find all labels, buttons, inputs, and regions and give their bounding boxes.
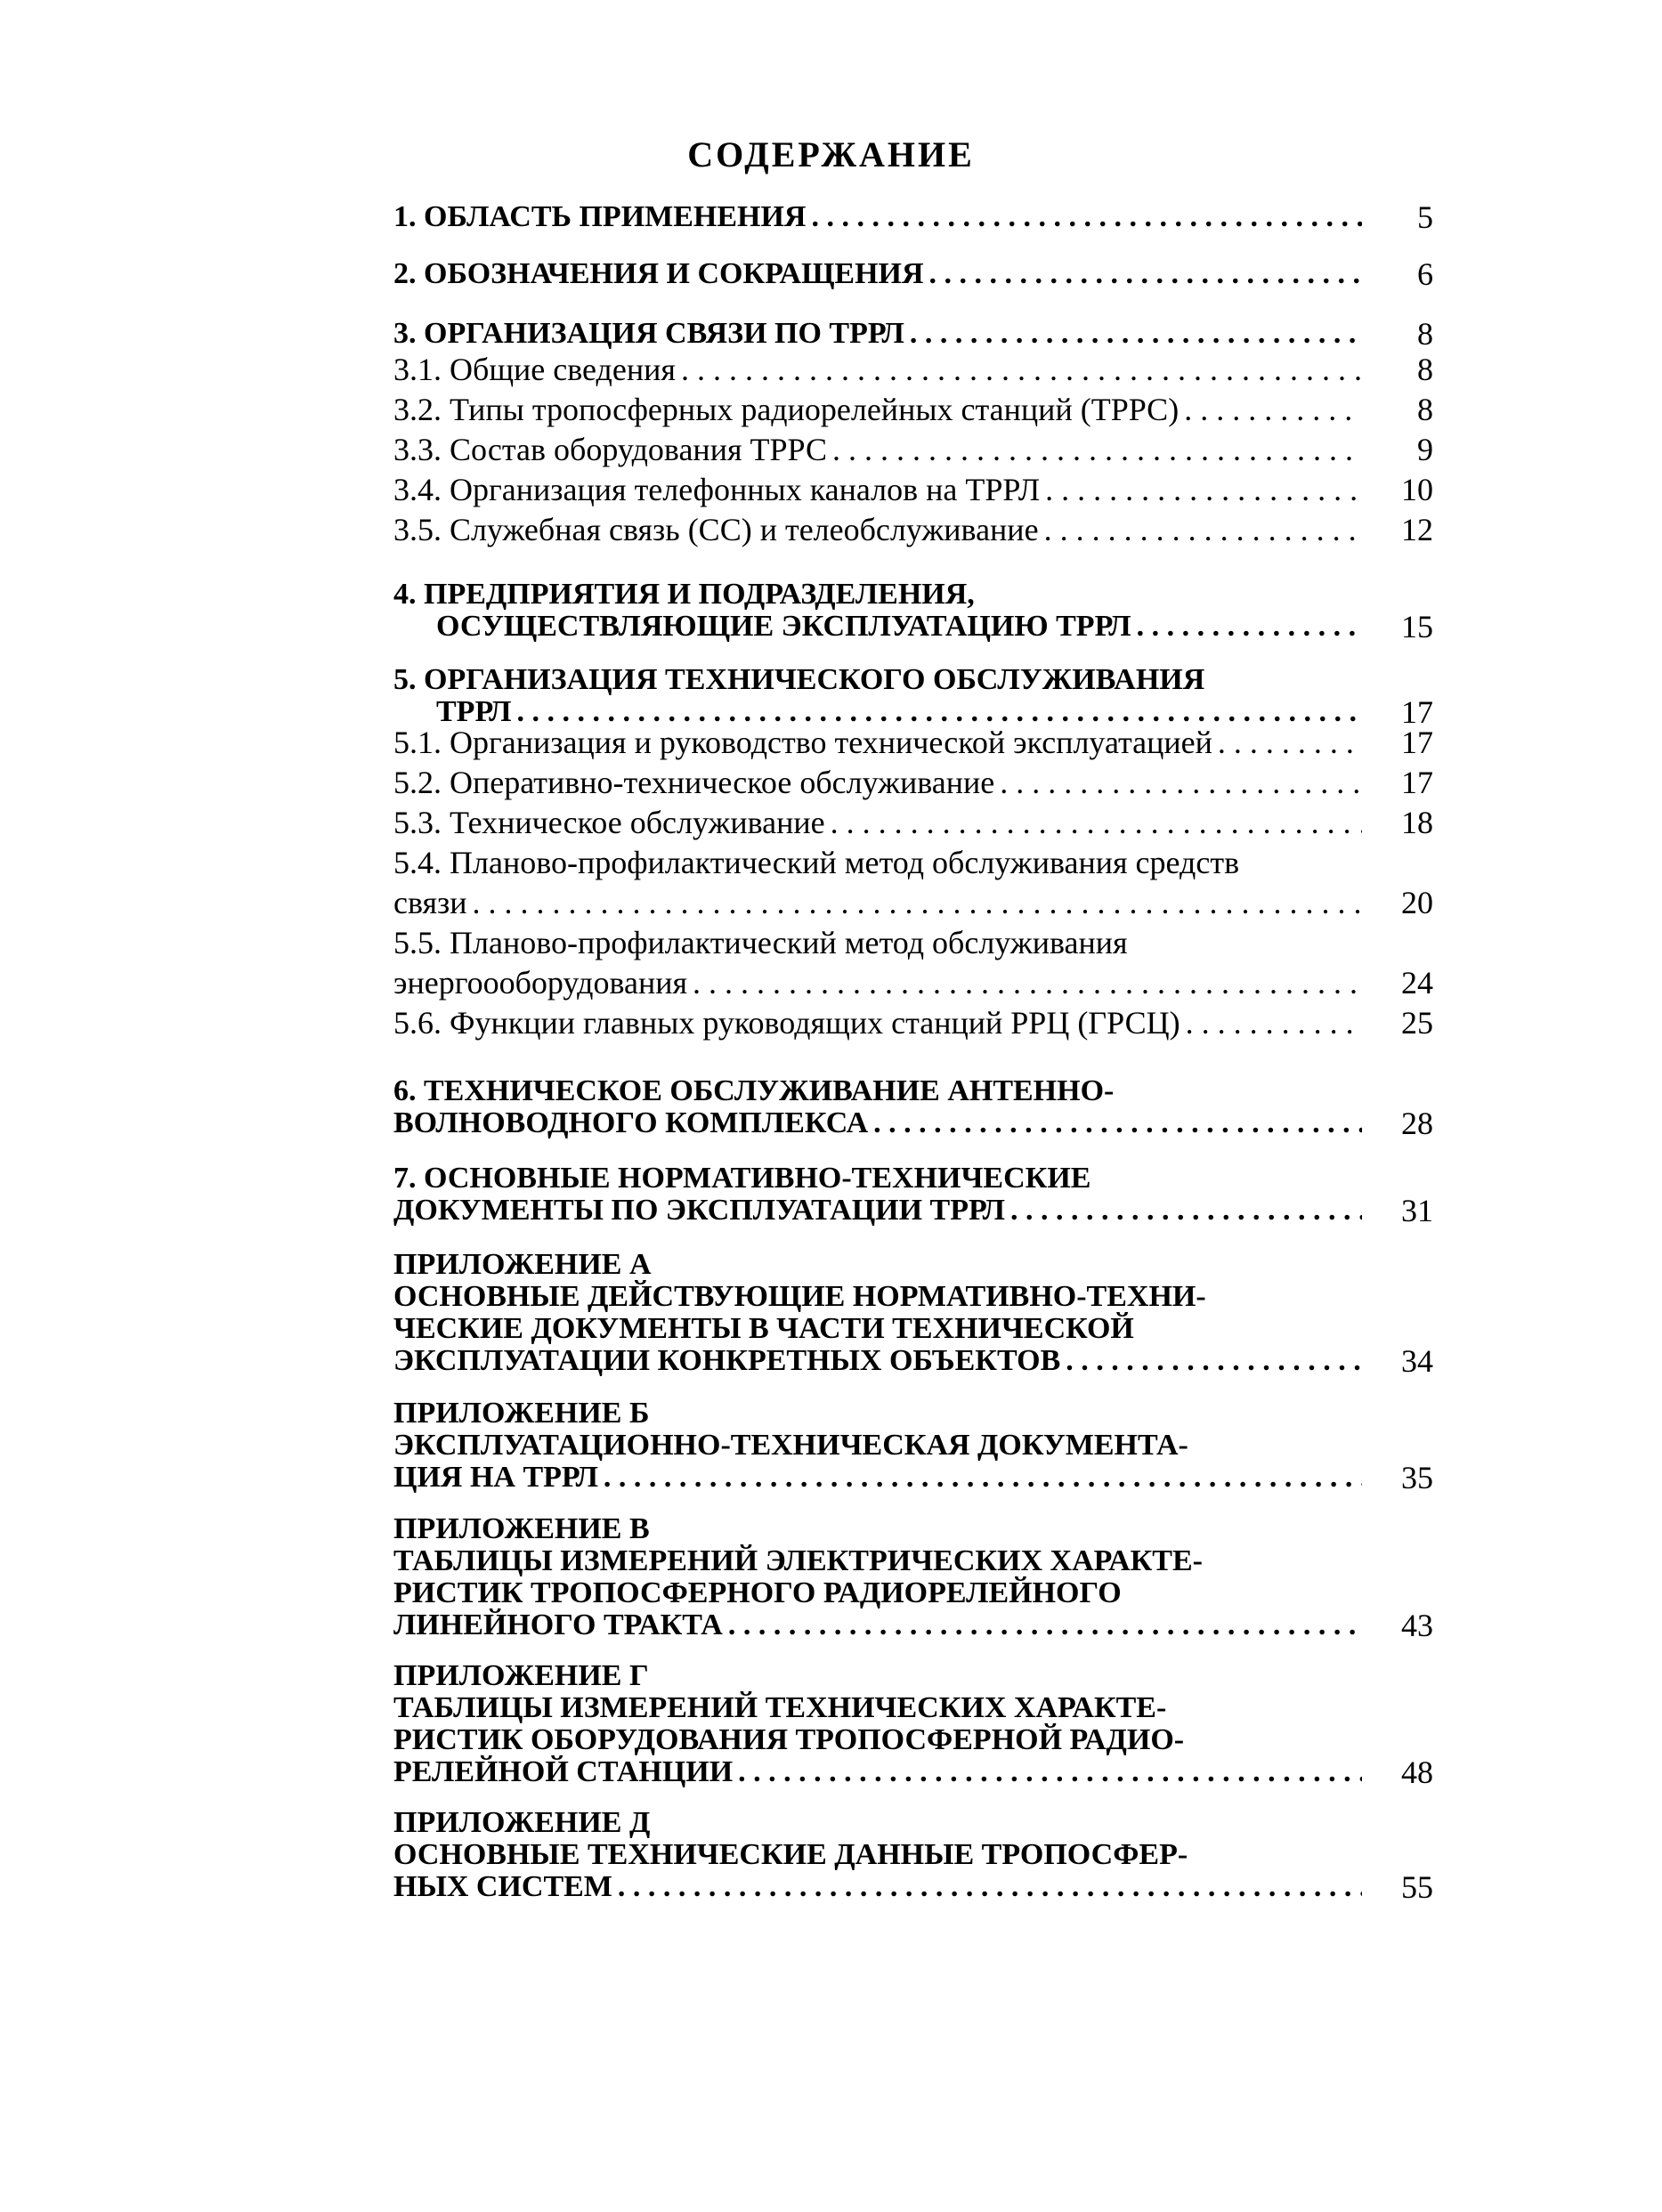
toc-page-number: 12 bbox=[1401, 512, 1433, 547]
toc-entry-1[interactable] bbox=[393, 201, 1433, 233]
toc-entry-2[interactable] bbox=[393, 258, 1433, 290]
toc-entry-title: РЕЛЕЙНОЙ СТАНЦИИ bbox=[393, 1755, 734, 1788]
leader-dots bbox=[1218, 723, 1362, 763]
toc-entry-title: 5.2. Оперативно-техническое обслуживание bbox=[393, 765, 995, 800]
toc-appendix-a[interactable] bbox=[393, 1249, 1433, 1377]
toc-entry-line: РИСТИК ТРОПОСФЕРНОГО РАДИОРЕЛЕЙНОГО bbox=[393, 1576, 1122, 1609]
toc-page-number: 43 bbox=[1401, 1608, 1433, 1643]
toc-entry-line: 6. ТЕХНИЧЕСКОЕ ОБСЛУЖИВАНИЕ АНТЕННО- bbox=[393, 1074, 1115, 1107]
toc-entry-5-1[interactable] bbox=[393, 723, 1433, 763]
toc-entry-line: ПРИЛОЖЕНИЕ Б bbox=[393, 1397, 650, 1430]
toc-page-number: 9 bbox=[1417, 432, 1433, 467]
toc-entry-title: 3.2. Типы тропосферных радиорелейных станций (ТРРС) bbox=[393, 392, 1180, 427]
toc-entry-5-6[interactable] bbox=[393, 1003, 1433, 1043]
toc-entry-title: ВОЛНОВОДНОГО КОМПЛЕКСА bbox=[393, 1106, 869, 1139]
toc-page-number: 20 bbox=[1401, 885, 1433, 920]
toc-entry-title: 5.3. Техническое обслуживание bbox=[393, 805, 825, 840]
toc-page-number: 24 bbox=[1401, 965, 1433, 1001]
toc-entry-3-5[interactable] bbox=[393, 510, 1433, 550]
leader-dots bbox=[604, 1462, 1362, 1494]
toc-entry-3-4[interactable] bbox=[393, 470, 1433, 510]
toc-entry-title: энергоооборудования bbox=[393, 965, 688, 1001]
toc-entry-line: 7. ОСНОВНЫЕ НОРМАТИВНО-ТЕХНИЧЕСКИЕ bbox=[393, 1162, 1091, 1195]
toc-entry-6[interactable] bbox=[393, 1075, 1433, 1139]
toc-page-number: 8 bbox=[1417, 316, 1433, 352]
toc-page-number: 31 bbox=[1401, 1193, 1433, 1228]
toc-entry-title: 3. ОРГАНИЗАЦИЯ СВЯЗИ ПО ТРРЛ bbox=[393, 317, 904, 350]
leader-dots bbox=[693, 963, 1362, 1003]
toc-entry-title: 3.1. Общие сведения bbox=[393, 352, 676, 387]
toc-entry-line: ПРИЛОЖЕНИЕ Г bbox=[393, 1659, 649, 1692]
toc-entry-line: 5.4. Планово-профилактический метод обслуживания средств bbox=[393, 845, 1240, 880]
leader-dots bbox=[1137, 611, 1362, 643]
toc-entry-title: 3.4. Организация телефонных каналов на ТРРЛ bbox=[393, 472, 1041, 507]
leader-dots bbox=[738, 1756, 1362, 1788]
leader-dots bbox=[832, 430, 1362, 470]
toc-entry-5-2[interactable] bbox=[393, 763, 1433, 803]
toc-entry-title: ТРРЛ bbox=[436, 695, 512, 728]
toc-entry-line: ОСНОВНЫЕ ДЕЙСТВУЮЩИЕ НОРМАТИВНО-ТЕХНИ- bbox=[393, 1280, 1206, 1313]
toc-page-number: 5 bbox=[1417, 199, 1433, 235]
toc-entry-line: ПРИЛОЖЕНИЕ В bbox=[393, 1512, 650, 1545]
toc-entry-title: 3.5. Служебная связь (СС) и телеобслуживание bbox=[393, 512, 1039, 547]
toc-entry-line: ЧЕСКИЕ ДОКУМЕНТЫ В ЧАСТИ ТЕХНИЧЕСКОЙ bbox=[393, 1312, 1134, 1345]
toc-entry-title: ДОКУМЕНТЫ ПО ЭКСПЛУАТАЦИИ ТРРЛ bbox=[393, 1194, 1005, 1227]
toc-entry-5[interactable] bbox=[393, 664, 1433, 728]
toc-appendix-d[interactable] bbox=[393, 1807, 1433, 1903]
leader-dots bbox=[1045, 470, 1362, 510]
toc-entry-line: ТАБЛИЦЫ ИЗМЕРЕНИЙ ЭЛЕКТРИЧЕСКИХ ХАРАКТЕ- bbox=[393, 1544, 1203, 1577]
leader-dots bbox=[681, 350, 1362, 390]
leader-dots bbox=[1044, 510, 1362, 550]
toc-entry-5-5[interactable] bbox=[393, 923, 1433, 1003]
toc-appendix-v[interactable] bbox=[393, 1513, 1433, 1641]
toc-page-number: 34 bbox=[1401, 1343, 1433, 1379]
leader-dots bbox=[873, 1107, 1362, 1139]
toc-page-number: 28 bbox=[1401, 1106, 1433, 1141]
toc-page-number: 17 bbox=[1401, 765, 1433, 800]
toc-page-number: 15 bbox=[1401, 609, 1433, 644]
leader-dots bbox=[1000, 763, 1362, 803]
toc-entry-title: 2. ОБОЗНАЧЕНИЯ И СОКРАЩЕНИЯ bbox=[393, 257, 924, 290]
leader-dots bbox=[1184, 390, 1362, 430]
toc-entry-line: ПРИЛОЖЕНИЕ Д bbox=[393, 1806, 651, 1839]
toc-page-number: 17 bbox=[1401, 694, 1433, 730]
toc-entry-line: ТАБЛИЦЫ ИЗМЕРЕНИЙ ТЕХНИЧЕСКИХ ХАРАКТЕ- bbox=[393, 1691, 1167, 1724]
toc-entry-3[interactable] bbox=[393, 318, 1433, 350]
leader-dots bbox=[811, 201, 1362, 233]
leader-dots bbox=[728, 1609, 1362, 1641]
leader-dots bbox=[910, 318, 1362, 350]
toc-entry-title: 5.6. Функции главных руководящих станций РРЦ (ГРСЦ) bbox=[393, 1005, 1180, 1041]
toc-entry-line: ПРИЛОЖЕНИЕ А bbox=[393, 1248, 652, 1281]
toc-page-number: 35 bbox=[1401, 1460, 1433, 1495]
toc-page-number: 18 bbox=[1401, 805, 1433, 840]
leader-dots bbox=[618, 1871, 1362, 1903]
toc-entry-4[interactable] bbox=[393, 579, 1433, 643]
toc-entry-line: 5. ОРГАНИЗАЦИЯ ТЕХНИЧЕСКОГО ОБСЛУЖИВАНИЯ bbox=[393, 663, 1205, 696]
toc-entry-line: 4. ПРЕДПРИЯТИЯ И ПОДРАЗДЕЛЕНИЯ, bbox=[393, 578, 975, 611]
toc-entry-3-2[interactable] bbox=[393, 390, 1433, 430]
toc-entry-title: 5.1. Организация и руководство технической эксплуатацией bbox=[393, 725, 1212, 760]
toc-entry-3-1[interactable] bbox=[393, 350, 1433, 390]
toc-entry-title: 3.3. Состав оборудования ТРРС bbox=[393, 432, 828, 467]
toc-entry-5-3[interactable] bbox=[393, 803, 1433, 843]
leader-dots bbox=[831, 803, 1362, 843]
toc-entry-title: НЫХ СИСТЕМ bbox=[393, 1870, 612, 1903]
toc-entry-title: ЭКСПЛУАТАЦИИ КОНКРЕТНЫХ ОБЪЕКТОВ bbox=[393, 1344, 1061, 1377]
leader-dots bbox=[1066, 1345, 1362, 1377]
toc-page-number: 6 bbox=[1417, 256, 1433, 292]
toc-page-number: 55 bbox=[1401, 1869, 1433, 1905]
toc-entry-title: связи bbox=[393, 885, 467, 920]
toc-entry-title: ЛИНЕЙНОГО ТРАКТА bbox=[393, 1608, 723, 1641]
leader-dots bbox=[1186, 1003, 1362, 1043]
toc-appendix-g[interactable] bbox=[393, 1660, 1433, 1788]
toc-page-number: 25 bbox=[1401, 1005, 1433, 1041]
toc-entry-line: РИСТИК ОБОРУДОВАНИЯ ТРОПОСФЕРНОЙ РАДИО- bbox=[393, 1723, 1185, 1756]
toc-entry-line: ЭКСПЛУАТАЦИОННО-ТЕХНИЧЕСКАЯ ДОКУМЕНТА- bbox=[393, 1429, 1188, 1462]
leader-dots bbox=[473, 883, 1362, 923]
toc-entry-title: ОСУЩЕСТВЛЯЮЩИЕ ЭКСПЛУАТАЦИЮ ТРРЛ bbox=[436, 610, 1131, 643]
toc-entry-5-4[interactable] bbox=[393, 843, 1433, 923]
page-title: СОДЕРЖАНИЕ bbox=[687, 134, 975, 174]
toc-page-number: 8 bbox=[1417, 352, 1433, 387]
leader-dots bbox=[929, 258, 1362, 290]
toc-page-number: 8 bbox=[1417, 392, 1433, 427]
toc-page-number: 10 bbox=[1401, 472, 1433, 507]
toc-entry-3-3[interactable] bbox=[393, 430, 1433, 470]
toc-appendix-b[interactable] bbox=[393, 1398, 1433, 1494]
leader-dots bbox=[1010, 1195, 1362, 1227]
toc-entry-title: ЦИЯ НА ТРРЛ bbox=[393, 1461, 598, 1494]
toc-entry-title: 1. ОБЛАСТЬ ПРИМЕНЕНИЯ bbox=[393, 200, 807, 233]
toc-page-number: 17 bbox=[1401, 725, 1433, 760]
toc-entry-7[interactable] bbox=[393, 1163, 1433, 1227]
toc-page-number: 48 bbox=[1401, 1754, 1433, 1790]
toc-entry-line: 5.5. Планово-профилактический метод обслуживания bbox=[393, 925, 1128, 960]
toc-entry-line: ОСНОВНЫЕ ТЕХНИЧЕСКИЕ ДАННЫЕ ТРОПОСФЕР- bbox=[393, 1838, 1188, 1871]
